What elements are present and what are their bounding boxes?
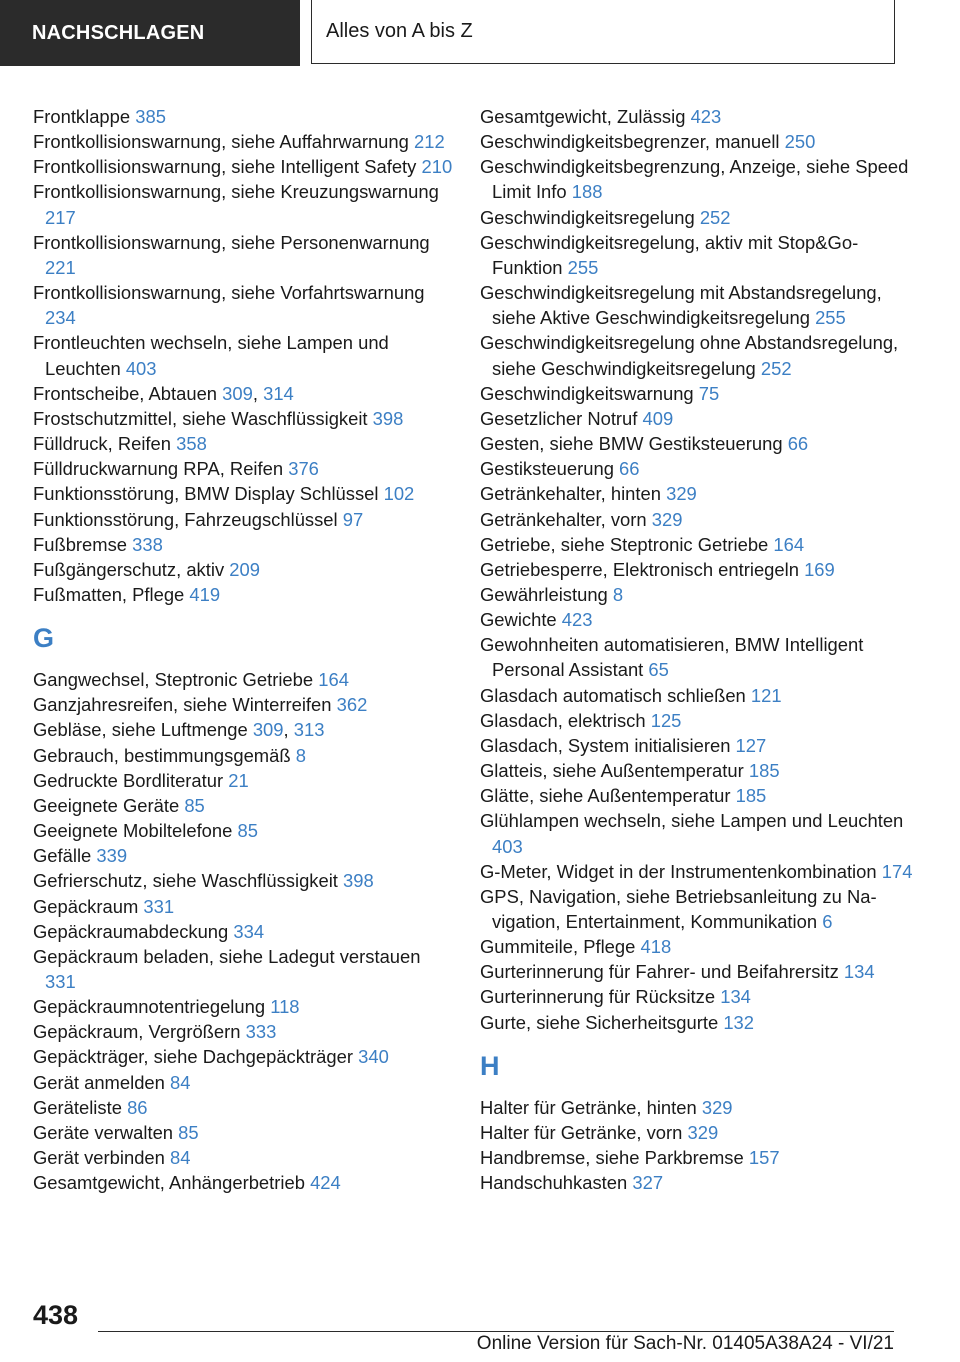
index-entry-term: Gedruckte Bordliteratur	[33, 769, 224, 791]
index-entry-term: Glätte, siehe Außentemperatur	[480, 785, 731, 807]
index-entry-term: Frontkollisionswarnung, siehe Auffahrwarnung	[33, 131, 409, 153]
index-column-right	[480, 104, 920, 1195]
index-entry-term: Gebläse, siehe Luftmenge	[33, 719, 248, 741]
page-reference-link[interactable]: 250	[784, 131, 816, 153]
index-entry-term: Gepäckträger, siehe Dachgepäckträger	[33, 1046, 353, 1068]
page-reference-link[interactable]: 85	[178, 1121, 199, 1143]
index-entry-term: Gesetzlicher Notruf	[480, 407, 638, 429]
page-reference-link[interactable]: 419	[189, 583, 221, 605]
page-reference-link[interactable]: 309	[252, 719, 284, 741]
index-entry	[480, 104, 920, 129]
index-entry-term: Gepäckraumnotentriegelung	[33, 996, 266, 1018]
page-reference-link[interactable]: 255	[567, 256, 599, 278]
footer-divider	[98, 1331, 894, 1332]
page-reference-link[interactable]: 338	[132, 533, 163, 555]
index-entry	[480, 884, 920, 934]
index-entry-term: Frontscheibe, Abtauen	[33, 382, 218, 404]
index-entry-term: Gewichte	[480, 609, 557, 631]
index-entry: Frontscheibe, Abtauen 309, 314	[33, 382, 294, 404]
index-entry	[33, 793, 453, 818]
index-entry-term: Frontkollisionswarnung, siehe Personenwarnung	[33, 231, 430, 253]
index-entry	[33, 1070, 453, 1095]
page-reference-link[interactable]: 385	[135, 106, 166, 127]
index-entry	[33, 129, 453, 154]
index-entry	[480, 129, 920, 154]
page-reference-link[interactable]: 255	[815, 307, 846, 329]
index-entry-term: G-Meter, Widget in der Instrumentenkombination	[480, 860, 877, 882]
index-entry-term: Geschwindigkeitsbegrenzer, manuell	[480, 131, 780, 153]
page-reference-link[interactable]: 21	[228, 769, 249, 791]
page-reference-link[interactable]: 118	[270, 996, 300, 1018]
page-reference-link[interactable]: 66	[787, 433, 809, 455]
page-reference-link[interactable]: 339	[96, 845, 128, 867]
page-reference-link[interactable]: 134	[843, 961, 875, 983]
page-reference-link[interactable]: 157	[748, 1147, 780, 1169]
index-entry	[33, 431, 453, 456]
index-entry	[480, 557, 920, 582]
index-entry-term: Gefrierschutz, siehe Waschflüssigkeit	[33, 870, 338, 892]
index-entry	[480, 959, 920, 984]
index-entry-term: Geschwindigkeitsregelung, aktiv mit Stop&Go-Funktion	[480, 231, 859, 278]
index-entry-term: Gepäckraum beladen, siehe Ladegut verstauen	[33, 945, 421, 967]
index-entry: Gebläse, siehe Luftmenge 309, 313	[33, 719, 325, 741]
index-entry-term: Frontkollisionswarnung, siehe Intelligent Safety	[33, 156, 417, 178]
index-entry	[480, 532, 920, 557]
index-entry	[33, 557, 453, 582]
index-entry-term: Handbremse, siehe Parkbremse	[480, 1147, 744, 1169]
index-entry	[480, 330, 920, 380]
index-entry-term: Glasdach automatisch schließen	[480, 684, 746, 706]
chapter-title: Alles von A bis Z	[311, 0, 895, 64]
page-reference-link[interactable]: 8	[612, 583, 624, 605]
index-entry-term: Gesamtgewicht, Anhängerbetrieb	[33, 1172, 305, 1194]
index-entry-term: Getriebesperre, Elektronisch entriegeln	[480, 558, 799, 580]
index-entry	[33, 868, 453, 893]
index-entry-term: Gepäckraum	[33, 895, 139, 917]
index-entry-term: Fußbremse	[33, 533, 128, 555]
index-entry-term: Geschwindigkeitsregelung ohne Abstandsregelung, siehe Geschwindigkeitsregelung	[480, 332, 899, 379]
index-entry-term: Funktionsstörung, BMW Display Schlüssel	[33, 483, 379, 505]
index-entry	[33, 667, 453, 692]
index-entry	[480, 758, 920, 783]
page-reference-link[interactable]: 84	[170, 1147, 191, 1169]
page-number: 438	[33, 1300, 79, 1330]
index-entry-term: Geräte verwalten	[33, 1121, 174, 1143]
page-reference-link[interactable]: 418	[640, 936, 672, 958]
index-entry-term: Glasdach, elektrisch	[480, 709, 646, 731]
index-entry	[480, 683, 920, 708]
index-entry	[33, 532, 453, 557]
index-entry	[480, 205, 920, 230]
index-entry	[480, 607, 920, 632]
index-entry-term: Getränkehalter, vorn	[480, 508, 647, 530]
page-header	[0, 0, 960, 66]
index-entry	[33, 507, 453, 532]
index-entry	[33, 330, 453, 380]
index-entry-term: GPS, Navigation, siehe Betriebsanleitung zu Navigation, Entertainment, Kommunikation	[480, 885, 877, 932]
index-entry-term: Getriebe, siehe Steptronic Getriebe	[480, 533, 769, 555]
index-entry	[480, 984, 920, 1009]
index-entry	[33, 1019, 453, 1044]
page-reference-link[interactable]: 97	[342, 508, 364, 530]
footer-version-text: Online Version für Sach-Nr. 01405A38A24 - VI/21	[476, 1333, 894, 1354]
index-entry	[480, 280, 920, 330]
index-entry	[480, 1170, 920, 1195]
page-reference-link[interactable]: 327	[632, 1172, 664, 1194]
page-reference-link[interactable]: 84	[170, 1071, 191, 1093]
index-entry-term: Ganzjahresreifen, siehe Winterreifen	[33, 694, 332, 716]
index-entry-term: Geschwindigkeitsbegrenzung, Anzeige, siehe Speed Limit Info	[480, 156, 909, 203]
page-reference-link[interactable]: 164	[773, 533, 805, 555]
index-entry	[480, 632, 920, 682]
index-entry-term: Gummiteile, Pflege	[480, 936, 636, 958]
index-entry	[480, 431, 920, 456]
index-entry	[480, 808, 920, 858]
index-entry-term: Fußgängerschutz, aktiv	[33, 558, 225, 580]
page-reference-link[interactable]: 185	[748, 760, 780, 782]
index-entry-term: Fülldruckwarnung RPA, Reifen	[33, 458, 284, 480]
page-reference-link[interactable]: 329	[687, 1121, 719, 1143]
index-entry	[33, 1120, 453, 1145]
index-entry-term: Geschwindigkeitsregelung	[480, 206, 695, 228]
index-entry-term: Glühlampen wechseln, siehe Lampen und Leuchten	[480, 810, 904, 832]
index-entry	[33, 1145, 453, 1170]
index-entry	[33, 894, 453, 919]
index-letter-heading: H	[480, 1050, 500, 1081]
index-entry-term: Gesamtgewicht, Zulässig	[480, 106, 686, 127]
index-entry	[480, 783, 920, 808]
index-entry	[33, 456, 453, 481]
index-entry	[480, 406, 920, 431]
page-reference-link[interactable]: 174	[881, 860, 913, 882]
index-entry	[480, 154, 920, 204]
index-entry-term: Glatteis, siehe Außentemperatur	[480, 760, 744, 782]
page-reference-link[interactable]: 85	[184, 794, 205, 816]
page-reference-link[interactable]: 423	[561, 609, 593, 631]
page-reference-link[interactable]: 85	[237, 820, 258, 842]
index-entry	[480, 507, 920, 532]
page-reference-link[interactable]: 134	[720, 986, 751, 1008]
page-reference-link[interactable]: 121	[750, 684, 782, 706]
index-entry	[33, 481, 453, 506]
index-entry	[480, 381, 920, 406]
page-reference-link[interactable]: 6	[822, 911, 833, 932]
index-entry	[33, 104, 453, 129]
index-entry	[480, 733, 920, 758]
index-entry-term: Frontklappe	[33, 106, 131, 127]
index-entry-term: Gangwechsel, Steptronic Getriebe	[33, 669, 314, 691]
page-reference-link[interactable]: 309	[222, 382, 253, 404]
page-reference-link[interactable]: 212	[414, 131, 445, 153]
index-entry	[33, 919, 453, 944]
page-reference-link[interactable]: 329	[651, 508, 683, 530]
index-entry	[480, 708, 920, 733]
page-reference-link[interactable]: 403	[492, 835, 523, 857]
index-entry	[33, 1170, 453, 1195]
index-entry-term: Gefälle	[33, 845, 92, 867]
index-entry-term: Gewährleistung	[480, 583, 608, 605]
page-reference-link[interactable]: 333	[245, 1021, 277, 1043]
index-entry-term: Geschwindigkeitswarnung	[480, 382, 694, 404]
page-reference-link[interactable]: 164	[318, 669, 349, 691]
page-reference-link[interactable]: 234	[45, 307, 76, 329]
index-entry	[33, 768, 453, 793]
page-reference-link[interactable]: 169	[804, 558, 835, 580]
index-entry-term: Geräteliste	[33, 1096, 122, 1118]
index-entry-term: Frostschutzmittel, siehe Waschflüssigkeit	[33, 407, 368, 429]
index-column-left	[33, 104, 453, 1195]
index-entry-term: Gurterinnerung für Fahrer- und Beifahrersitz	[480, 961, 839, 983]
page-reference-link[interactable]: 424	[310, 1172, 341, 1194]
page-reference-link[interactable]: 329	[701, 1096, 733, 1118]
page-reference-link[interactable]: 132	[723, 1011, 754, 1033]
index-entry	[480, 481, 920, 506]
page-reference-link[interactable]: 252	[699, 206, 731, 228]
index-entry-term: Gesten, siehe BMW Gestiksteuerung	[480, 433, 783, 455]
index-entry	[480, 1145, 920, 1170]
page-reference-link[interactable]: 314	[263, 382, 294, 404]
index-entry-term: Frontkollisionswarnung, siehe Vorfahrtswarnung	[33, 282, 425, 304]
index-entry-term: Geeignete Mobiltelefone	[33, 820, 233, 842]
index-entry-term: Fülldruck, Reifen	[33, 433, 171, 455]
page-reference-link[interactable]: 86	[127, 1096, 148, 1118]
page-reference-link[interactable]: 329	[666, 483, 697, 505]
index-entry	[33, 179, 453, 229]
page-reference-link[interactable]: 66	[619, 458, 640, 480]
page-reference-link[interactable]: 102	[383, 483, 415, 505]
index-entry-term: Frontleuchten wechseln, siehe Lampen und Leuchten	[33, 332, 389, 379]
page-reference-link[interactable]: 376	[288, 458, 319, 480]
index-entry	[480, 230, 920, 280]
index-entry-term: Gewohnheiten automatisieren, BMW Intelligent Personal Assistant	[480, 634, 864, 681]
index-entry	[33, 280, 453, 330]
page-reference-link[interactable]: 331	[45, 971, 76, 992]
index-entry	[33, 154, 453, 179]
index-entry-term: Fußmatten, Pflege	[33, 583, 185, 605]
page-reference-link[interactable]: 252	[760, 357, 792, 379]
section-tab[interactable]: NACHSCHLAGEN	[0, 0, 300, 66]
page-reference-link[interactable]: 221	[45, 256, 76, 278]
page-reference-link[interactable]: 75	[698, 382, 720, 404]
index-entry	[33, 1044, 453, 1069]
index-letter-heading: G	[33, 623, 55, 654]
index-entry-term: Geschwindigkeitsregelung mit Abstandsregelung, siehe Aktive Geschwindigkeitsregelung	[480, 282, 882, 329]
index-entry-term: Glasdach, System initialisieren	[480, 734, 731, 756]
index-entry-term: Gerät anmelden	[33, 1071, 165, 1093]
index-entry	[33, 994, 453, 1019]
index-entry-term: Handschuhkasten	[480, 1172, 628, 1194]
index-entry	[33, 406, 453, 431]
page-reference-link[interactable]: 209	[229, 558, 260, 580]
index-entry-term: Gestiksteuerung	[480, 458, 614, 480]
page-reference-link[interactable]: 127	[735, 734, 767, 756]
page-reference-link[interactable]: 340	[358, 1046, 389, 1068]
index-entry-term: Gurte, siehe Sicherheitsgurte	[480, 1011, 719, 1033]
page-reference-link[interactable]: 217	[45, 206, 76, 228]
index-entry	[33, 743, 453, 768]
index-entry	[480, 934, 920, 959]
page-reference-link[interactable]: 409	[642, 407, 674, 429]
index-entry-term: Getränkehalter, hinten	[480, 483, 661, 505]
index-entry-term: Gepäckraumabdeckung	[33, 920, 229, 942]
index-entry	[480, 1120, 920, 1145]
page-reference-link[interactable]: 398	[372, 407, 404, 429]
index-entry	[480, 582, 920, 607]
index-entry-term: Geeignete Geräte	[33, 794, 180, 816]
index-entry	[480, 456, 920, 481]
index-entry-term: Gerät verbinden	[33, 1147, 165, 1169]
index-entry	[33, 944, 453, 994]
page-reference-link[interactable]: 331	[143, 895, 175, 917]
index-entry	[33, 818, 453, 843]
index-entry-term: Gurterinnerung für Rücksitze	[480, 986, 716, 1008]
index-entry	[480, 859, 920, 884]
page-reference-link[interactable]: 423	[690, 106, 722, 127]
page-reference-link[interactable]: 313	[293, 719, 325, 741]
index-entry-term: Gepäckraum, Vergrößern	[33, 1021, 241, 1043]
index-entry-term: Halter für Getränke, hinten	[480, 1096, 697, 1118]
index-entry	[480, 1095, 920, 1120]
index-entry-term: Gebrauch, bestimmungsgemäß	[33, 744, 291, 766]
page-reference-link[interactable]: 65	[648, 659, 669, 681]
page-reference-link[interactable]: 398	[343, 870, 374, 892]
index-entry	[33, 843, 453, 868]
index-entry-term: Frontkollisionswarnung, siehe Kreuzungswarnung	[33, 181, 439, 203]
index-entry	[33, 692, 453, 717]
index-entry	[480, 1010, 920, 1035]
index-entry-term: Funktionsstörung, Fahrzeugschlüssel	[33, 508, 338, 530]
page-reference-link[interactable]: 8	[295, 744, 306, 766]
index-entry	[33, 230, 453, 280]
page-reference-link[interactable]: 188	[571, 181, 603, 203]
index-entry	[33, 1095, 453, 1120]
page-reference-link[interactable]: 403	[125, 357, 157, 379]
page-reference-link[interactable]: 358	[176, 433, 207, 455]
page-reference-link[interactable]: 185	[735, 785, 767, 807]
page-reference-link[interactable]: 125	[650, 709, 682, 731]
page-reference-link[interactable]: 210	[421, 156, 453, 178]
page-reference-link[interactable]: 334	[233, 920, 265, 942]
index-entry	[33, 582, 453, 607]
index-entry-term: Halter für Getränke, vorn	[480, 1121, 683, 1143]
page-reference-link[interactable]: 362	[336, 694, 368, 716]
